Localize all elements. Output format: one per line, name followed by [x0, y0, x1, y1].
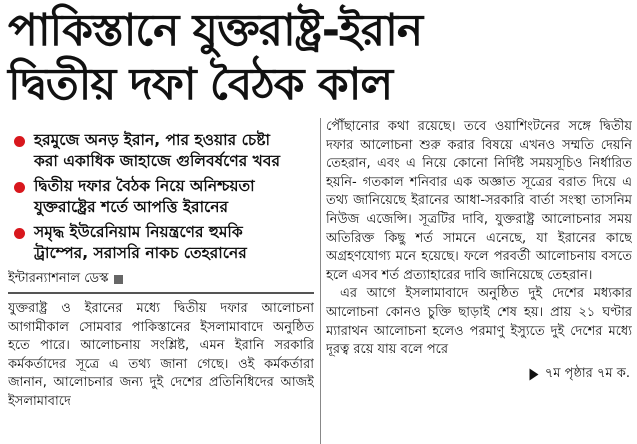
paragraph: এর আগে ইসলামাবাদে অনুষ্ঠিত দুই দেশের মধ্যকার আলোচনা কোনও চুক্তি ছাড়াই শেষ হয়। প্রায় ২১ ঘণ্টার ম্যারাথন আলোচনা হলেও পরমাণু ইস্যুতে দুই দেশের মধ্যে দূরত্ব রয়ে যায় বলে পরে [326, 286, 632, 358]
highlight-item [8, 130, 314, 172]
headline-line-1: পাকিস্তানে যুক্তরাষ্ট্র-ইরান [8, 5, 423, 56]
highlight-line: যুক্তরাষ্ট্রের শর্তে আপত্তি ইরানের [34, 198, 229, 216]
continuation-text: ৭ম পৃষ্ঠার ৭ম ক. [544, 365, 630, 381]
headline-line-2: দ্বিতীয় দফা বৈঠক কাল [8, 59, 393, 110]
red-bullet-icon [14, 228, 25, 239]
highlight-item [8, 222, 314, 264]
square-marker-icon [114, 275, 123, 284]
red-bullet-icon [14, 136, 25, 147]
highlight-line: সমৃদ্ধ ইউরেনিয়াম নিয়ন্ত্রণের হুমকি [34, 223, 243, 241]
continuation-note [326, 364, 632, 385]
right-column [326, 118, 632, 444]
headline [8, 4, 630, 112]
desk-byline [8, 270, 314, 288]
paragraph: যুক্তরাষ্ট্র ও ইরানের মধ্যে দ্বিতীয় দফার আলোচনা আগামীকাল সোমবার পাকিস্তানের ইসলামাবাদে অনুষ্ঠিত হতে পারে। আলোচনায় সংশ্লিষ্ট, এমন ইরানি সরকারি কর্মকর্তাদের সূত্রে এ তথ্য জানা গেছে। ওই কর্মকর্তারা জানান, আলোচনার জন্য দুই দেশের প্রতিনিধিদের আজই ইসলামাবাদে [8, 301, 314, 409]
left-column [8, 130, 314, 444]
highlight-item [8, 176, 314, 218]
desk-label: ইন্টারন্যাশনাল ডেস্ক [8, 271, 109, 286]
arrow-marker-icon [529, 368, 538, 380]
red-bullet-icon [14, 182, 25, 193]
highlight-line: দ্বিতীয় দফার বৈঠক নিয়ে অনিশ্চয়তা [34, 177, 255, 195]
highlight-line: করা একাধিক জাহাজে গুলিবর্ষণের খবর [34, 152, 281, 170]
article-body-right [326, 118, 632, 360]
divider [8, 292, 314, 294]
highlight-line: হরমুজে অনড় ইরান, পার হওয়ার চেষ্টা [34, 131, 271, 149]
column-divider [320, 118, 321, 444]
paragraph: পৌঁছানোর কথা রয়েছে। তবে ওয়াশিংটনের সঙ্গে দ্বিতীয় দফার আলোচনা শুরু করার বিষয়ে এখনও সম্মতি দেয়নি তেহরান, এবং এ নিয়ে কোনো নির্দিষ্ট সময়সূচিও নির্ধারিত হয়নি- গতকাল শনিবার এক অজ্ঞাত সূত্রের বরাত দিয়ে এ তথ্য জানিয়েছে ইরানের আধা-সরকারি বার্তা সংস্থা তাসনিম নিউজ এজেন্সি। সূত্রটির দাবি, যুক্তরাষ্ট্র আলোচনার সময় অতিরিক্ত কিছু শর্ত সামনে এনেছে, যা ইরানের কাছে অগ্রহণযোগ্য মনে হয়েছে। ফলে পরবর্তী আলোচনায় বসতে হলে এসব শর্ত প্রত্যাহারের দাবি জানিয়েছে তেহরান। [326, 119, 632, 283]
article-body-left [8, 300, 314, 412]
highlight-line: ট্রাম্পের, সরাসরি নাকচ তেহরানের [34, 244, 247, 262]
highlight-list [8, 130, 314, 264]
